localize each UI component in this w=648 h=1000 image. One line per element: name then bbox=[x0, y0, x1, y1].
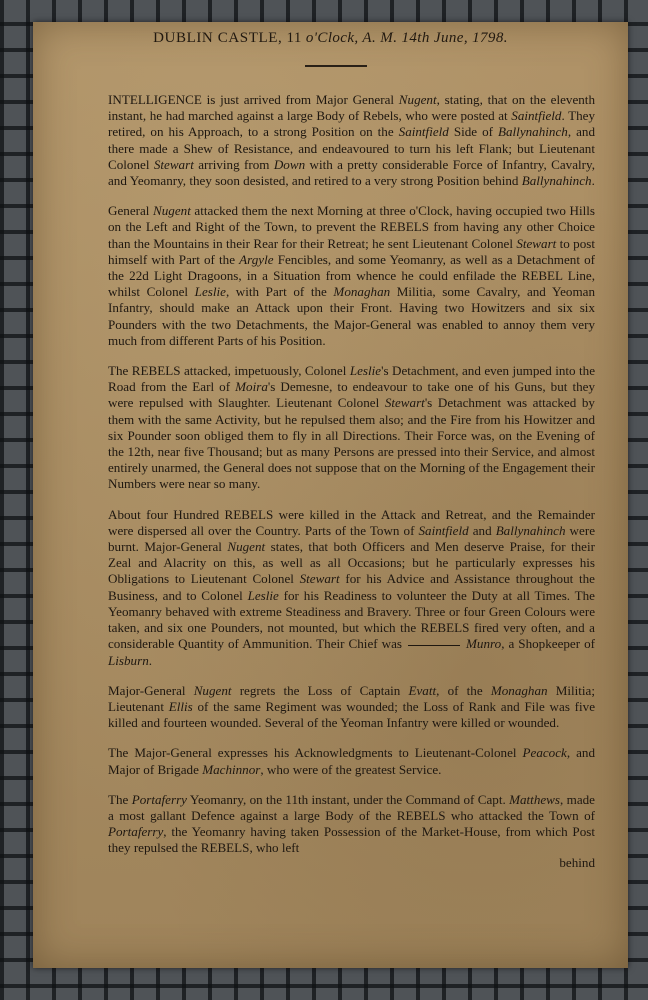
paragraph: The REBELS attacked, impetuously, Colonel Leslie's Detachment, and even jumped into the Road from the Earl of Moira's Demesne, to endeavour to take one of his Guns, but they were repulsed with Slaughter. Lieutenant Colonel Stewart's Detachment was attacked by them with the same Activity, but he repulsed them also; and the Fire from his Howitzer and six Pounder soon obliged them to fly in all Directions. Their Force was, on the Evening of the 12th, near five Thousand; but as many Persons are pressed into their Service, and almost entirely unarmed, the General does not suppose that on the Morning of the Engagement their Numbers were near so many. bbox=[108, 363, 596, 492]
italic-run: Stewart bbox=[153, 156, 194, 172]
blank-dash bbox=[408, 645, 460, 646]
italic-run: Stewart bbox=[299, 571, 340, 587]
italic-run: Leslie bbox=[349, 363, 382, 379]
dateline-header bbox=[33, 30, 628, 47]
paragraph: Major-General Nugent regrets the Loss of Captain Evatt, of the Monaghan Militia; Lieutenant Ellis of the same Regiment was wounded; the Loss of Rank and File was five killed and fourteen wounded. Several of the Yeoman Infantry were killed or wounded. bbox=[108, 682, 596, 731]
italic-run: Munro bbox=[466, 636, 502, 652]
dateline-date: o'Clock, A. M. 14th June, 1798. bbox=[305, 30, 508, 46]
paragraph: General Nugent attacked them the next Morning at three o'Clock, having occupied two Hills on the Left and Right of the Town, to prevent the REBELS from having any other Choice than the Mountains in their Rear for their Retreat; he sent Lieutenant Colonel Stewart to post himself with Part of the Argyle Fencibles, and some Yeomanry, as well as a Detachment of the 22d Light Dragoons, in a Situation from whence he could enfilade the REBEL Line, whilst Colonel Leslie, with Part of the Monaghan Militia, some Cavalry, and Yeoman Infantry, should make an Attack upon their Front. Having two Howitzers and six six Pounders with the two Detachments, the Major-General was enabled to annoy them very much from different Parts of his Position. bbox=[108, 203, 595, 348]
italic-run: Stewart bbox=[384, 395, 425, 411]
italic-run: Ballynahinch bbox=[495, 522, 566, 538]
catchword: behind bbox=[559, 854, 595, 870]
italic-run: Evatt bbox=[408, 682, 437, 698]
italic-run: Portaferry bbox=[131, 791, 187, 807]
proclamation-sheet bbox=[33, 22, 628, 968]
italic-run: Machinnor bbox=[202, 761, 261, 777]
italic-run: Monaghan bbox=[333, 284, 391, 300]
italic-run: Saintfield bbox=[398, 124, 449, 140]
italic-run: Down bbox=[273, 156, 306, 172]
italic-run: Ballynahinch bbox=[521, 173, 592, 189]
dateline-place: DUBLIN CASTLE, bbox=[153, 30, 283, 46]
italic-run: Leslie bbox=[247, 587, 279, 603]
paragraph: INTELLIGENCE is just arrived from Major General Nugent, stating, that on the eleventh instant, he had marched against a large Body of Rebels, who were posted at Saintfield. They retired, on his Approach, to a strong Position on the Saintfield Side of Ballynahinch, and there made a Shew of Resistance, and endeavoured to turn his left Flank; but Lieutenant Colonel Stewart arriving from Down with a pretty considerable Force of Infantry, Cavalry, and Yeomanry, they soon desisted, and retired to a very strong Position behind Ballynahinch. bbox=[108, 92, 595, 189]
italic-run: Ballynahinch bbox=[498, 124, 568, 140]
italic-run: Nugent bbox=[227, 539, 266, 555]
header-rule bbox=[305, 65, 367, 67]
italic-run: Ellis bbox=[168, 698, 193, 714]
italic-run: Matthews bbox=[509, 791, 561, 807]
italic-run: Stewart bbox=[516, 235, 557, 251]
italic-run: Argyle bbox=[239, 251, 274, 267]
italic-run: Portaferry bbox=[108, 824, 164, 840]
italic-run: Lisburn bbox=[108, 652, 149, 668]
italic-run: Nugent bbox=[193, 682, 232, 698]
italic-run: Nugent bbox=[398, 92, 437, 107]
italic-run: Saintfield bbox=[418, 522, 469, 538]
italic-run: Nugent bbox=[153, 203, 191, 219]
proclamation-body bbox=[108, 92, 595, 871]
italic-run: Leslie bbox=[194, 284, 226, 300]
italic-run: Monaghan bbox=[490, 682, 548, 698]
paragraph: About four Hundred REBELS were killed in the Attack and Retreat, and the Remainder were dispersed all over the Country. Parts of the Town of Saintfield and Ballynahinch were burnt. Major-General Nugent states, that both Officers and Men deserve Praise, for their Zeal and Alacrity on this, as well as all Occasions; but he particularly expresses his Obligations to Lieutenant Colonel Stewart for his Advice and Assistance throughout the Business, and to Colonel Leslie for his Readiness to volunteer the Duty at all Times. The Yeomanry behaved with extreme Steadiness and Bravery. Three or four Green Colours were taken, and six one Pounders, not mounted, but which the REBELS fired very often, and a considerable Quantity of Ammunition. Their Chief was Munro, a Shopkeeper of Lisburn. bbox=[108, 506, 596, 668]
paragraph: The Portaferry Yeomanry, on the 11th instant, under the Command of Capt. Matthews, made a most gallant Defence against a large Body of the REBELS who attacked the Town of Portaferry, the Yeomanry having taken Possession of the Market-House, from which Post they repulsed the REBELS, who left bbox=[108, 791, 595, 856]
dateline-hour: 11 bbox=[286, 30, 302, 46]
italic-run: Saintfield bbox=[511, 108, 562, 124]
italic-run: Peacock bbox=[522, 745, 567, 761]
paragraph: The Major-General expresses his Acknowledgments to Lieutenant-Colonel Peacock, and Major of Brigade Machinnor, who were of the greatest Service. bbox=[108, 745, 595, 777]
italic-run: Moira bbox=[235, 379, 268, 395]
